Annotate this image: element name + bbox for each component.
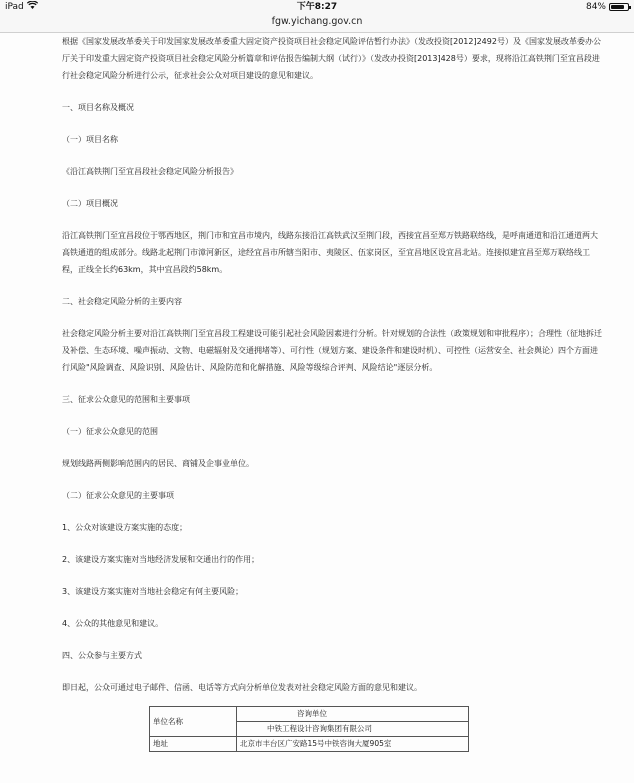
table-row: [150, 707, 469, 722]
section-1-sub-2: （二）项目概况: [62, 199, 118, 208]
section-2-title: 二、社会稳定风险分析的主要内容: [62, 297, 182, 306]
table-cell-value: 北京市丰台区广安路15号中铁咨询大厦905室: [237, 737, 469, 752]
project-overview: 沿江高铁荆门至宜昌段位于鄂西地区，荆门市和宜昌市境内，线路东接沿江高铁武汉至荆门段，西接宜昌至郑万铁路联络线，是呼南通道和沿江通道两大高铁通道的组成部分。线路北起荆门市漳河新区，途经宜昌市所辖当阳市、夷陵区、伍家岗区，至宜昌地区设宜昌北站。连接拟建宜昌至郑万联络线工程，正线全长约63km，其中宜昌段约58km。: [62, 231, 598, 274]
url-text[interactable]: fgw.yichang.gov.cn: [271, 16, 363, 27]
device-name: iPad: [5, 2, 24, 12]
table-cell-label: 单位名称: [150, 707, 237, 737]
address-bar[interactable]: [0, 14, 634, 33]
section-3-scope: 规划线路两侧影响范围内的居民、商铺及企事业单位。: [62, 459, 254, 468]
battery-percent: 84%: [585, 2, 606, 12]
section-2-body: 社会稳定风险分析主要对沿江高铁荆门至宜昌段工程建设可能引起社会风险因素进行分析。针对规划的合法性（政策规划和审批程序）；合理性（征地拆迁及补偿、生态环境、噪声振动、文物、电磁辐射及交通拥堵等）、可行性（规划方案、建设条件和建设时机）、可控性（运营安全、社会舆论）四个方面进行风险"风险调查、风险识别、风险估计、风险防范和化解措施、风险等级综合评判、风险结论"逐层分析。: [62, 329, 602, 372]
section-1-title: 一、项目名称及概况: [62, 103, 134, 112]
section-1-sub-1: （一）项目名称: [62, 135, 118, 144]
table-cell-value: 中铁工程设计咨询集团有限公司: [237, 722, 469, 737]
status-bar: [0, 0, 634, 14]
project-name: 《沿江高铁荆门至宜昌段社会稳定风险分析报告》: [62, 167, 238, 176]
list-item: 1、公众对该建设方案实施的态度；: [62, 523, 188, 532]
table-cell-head: 咨询单位: [237, 707, 469, 722]
article-content: [0, 33, 634, 783]
table-row: [150, 737, 469, 752]
list-item: 3、该建设方案实施对当地社会稳定有何主要风险；: [62, 587, 244, 596]
battery-icon: [609, 3, 629, 11]
list-item: 2、该建设方案实施对当地经济发展和交通出行的作用；: [62, 555, 260, 564]
section-3-sub-2: （二）征求公众意见的主要事项: [62, 491, 174, 500]
intro-paragraph: 根据《国家发展改革委关于印发国家发展改革委重大固定资产投资项目社会稳定风险评估暂行办法》（发改投资[2012]2492号）及《国家发展改革委办公厅关于印发重大固定资产投资项目社会稳定风险分析篇章和评估报告编制大纲（试行）》（发改办投资[2013]428号）要求，现将沿江高铁荆门至宜昌段进行社会稳定风险分析进行公示，征求社会公众对项目建设的意见和建议。: [62, 37, 601, 80]
clock: 下午8:27: [296, 2, 338, 12]
contact-table: [149, 706, 469, 752]
table-cell-label: 地址: [150, 737, 237, 752]
section-3-sub-1: （一）征求公众意见的范围: [62, 427, 158, 436]
section-4-title: 四、公众参与主要方式: [62, 651, 142, 660]
list-item: 4、公众的其他意见和建议。: [62, 619, 164, 628]
section-4-body: 即日起，公众可通过电子邮件、信函、电话等方式向分析单位发表对社会稳定风险方面的意见和建议。: [62, 683, 422, 692]
section-3-title: 三、征求公众意见的范围和主要事项: [62, 395, 190, 404]
